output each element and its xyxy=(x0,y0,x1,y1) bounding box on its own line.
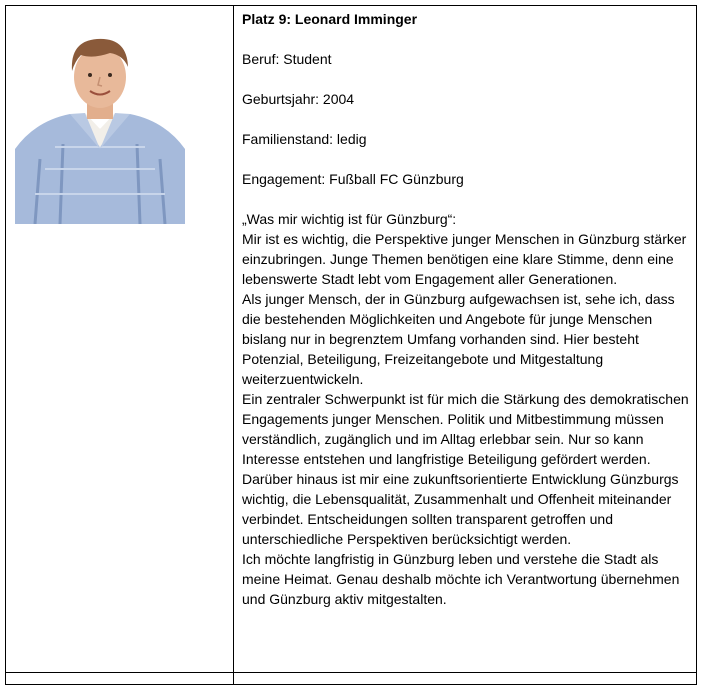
profile-text-cell xyxy=(234,6,696,684)
statement-paragraph: Ein zentraler Schwerpunkt ist für mich die Stärkung des demokratischen Engagements junger Menschen. Politik und Mitbestimmung müssen verständlich, zugänglich und im Alltag erlebbar sein. Nur so kann Interesse entstehen und langfristige Beteiligung gefördert werden. xyxy=(242,391,689,467)
occupation-field: Beruf: Student xyxy=(242,51,332,67)
statement-paragraph: Darüber hinaus ist mir eine zukunftsorientierte Entwicklung Günzburgs wichtig, die Lebensqualität, Zusammenhalt und Offenheit miteinander verbindet. Entscheidungen sollten transparent getroffen und unterschiedliche Perspektiven berücksichtigt werden. xyxy=(242,471,679,547)
statement-paragraph: Als junger Mensch, der in Günzburg aufgewachsen ist, sehe ich, dass die bestehenden Möglichkeiten und Angebote für junge Menschen bislang nur in begrenztem Umfang vorhanden sind. Hier besteht Potenzial, Beteiligung, Freizeitangebote und Mitgestaltung weiterzuentwickeln. xyxy=(242,291,675,387)
candidate-table xyxy=(5,5,697,685)
photo-cell xyxy=(6,6,234,684)
candidate-heading: Platz 9: Leonard Imminger xyxy=(242,11,418,27)
candidate-photo xyxy=(15,29,185,224)
engagement-field: Engagement: Fußball FC Günzburg xyxy=(242,171,464,187)
statement-paragraph: Ich möchte langfristig in Günzburg leben und verstehe die Stadt als meine Heimat. Genau deshalb möchte ich Verantwortung übernehmen und Günzburg aktiv mitgestalten. xyxy=(242,551,680,607)
table-row-divider xyxy=(6,672,696,673)
marital-status-field: Familienstand: ledig xyxy=(242,131,367,147)
statement-title: „Was mir wichtig ist für Günzburg“: xyxy=(242,211,457,227)
portrait-illustration xyxy=(15,29,185,224)
birth-year-field: Geburtsjahr: 2004 xyxy=(242,91,355,107)
statement-paragraph: Mir ist es wichtig, die Perspektive junger Menschen in Günzburg stärker einzubringen. Junge Themen benötigen eine klare Stimme, denn eine lebenswerte Stadt lebt vom Engagement aller Generationen. xyxy=(242,231,687,287)
